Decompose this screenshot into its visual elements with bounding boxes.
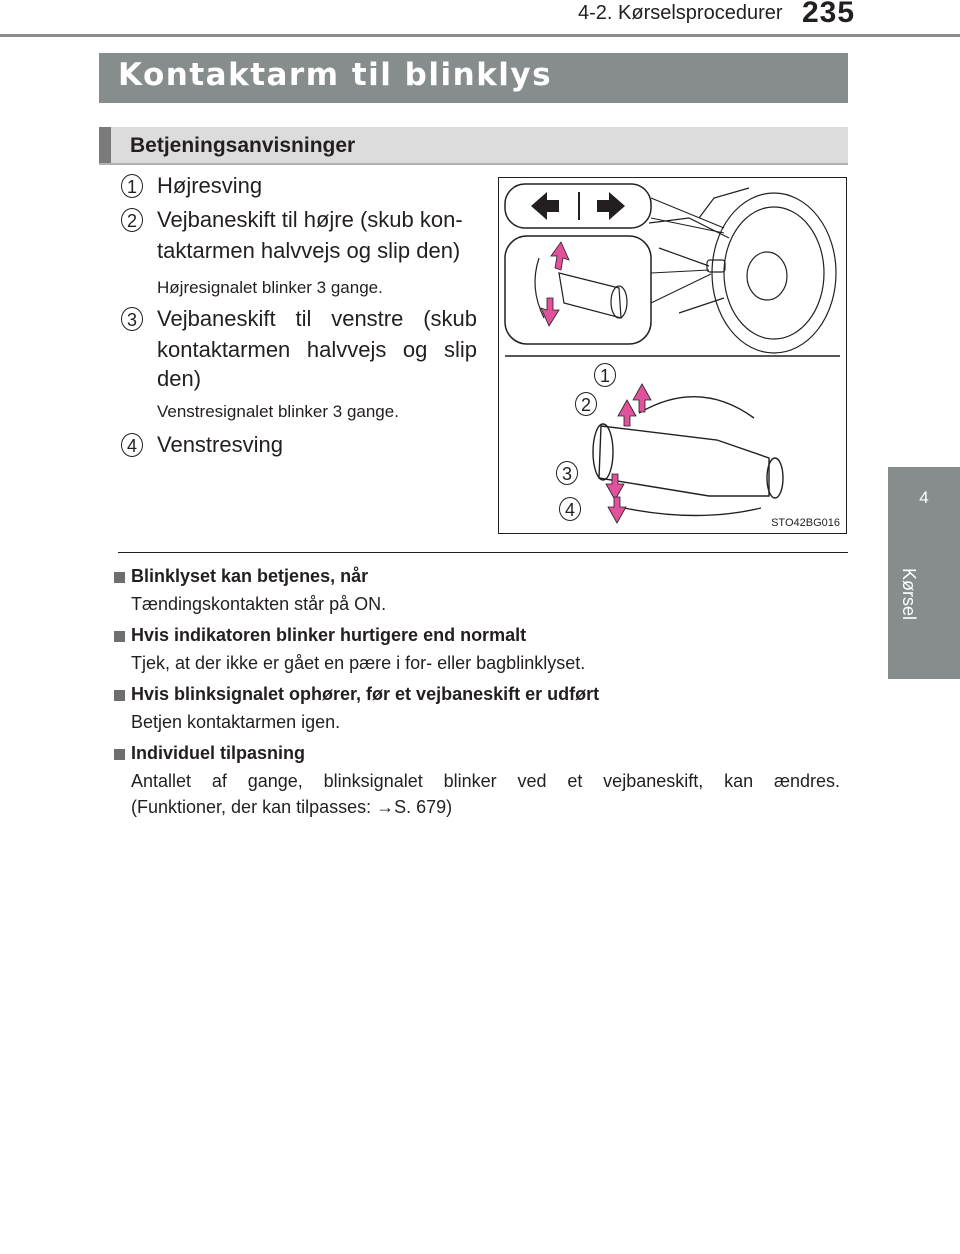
chapter-label: Kørsel [899, 568, 919, 621]
step-4-badge: 4 [121, 433, 143, 457]
turn-left-arrow-icon [608, 497, 626, 523]
step-2-note: Højresignalet blinker 3 gange. [157, 278, 383, 297]
bullet-square [114, 572, 125, 583]
callout-4: 4 [559, 497, 581, 521]
bullet-square [114, 631, 125, 642]
step-1-line-1: Højresving [157, 173, 263, 198]
section-4-body-line-2: (Funktioner, der kan tilpasses: →S. 679) [131, 797, 453, 817]
bullet-square [114, 690, 125, 701]
step-3-line-2: kontaktarmen halvvejs og slip [157, 337, 477, 362]
subtitle: Betjeningsanvisninger [130, 134, 356, 157]
section-divider [118, 552, 848, 553]
section-header: 4-2. Kørselsprocedurer [578, 2, 783, 24]
step-3-note: Venstresignalet blinker 3 gange. [157, 402, 399, 421]
header-rule [0, 34, 960, 37]
lane-left-arrow-icon [606, 474, 624, 500]
page-title: Kontaktarm til blinklys [118, 57, 553, 93]
section-3-body: Betjen kontaktarmen igen. [131, 712, 341, 732]
callout-2: 2 [575, 392, 597, 416]
callout-3: 3 [556, 461, 578, 485]
section-4-body-line-1: Antallet af gange, blinksignalet blinker ved et vejbaneskift, kan ændres. [131, 771, 840, 791]
step-3-line-1: Vejbaneskift til venstre (skub [157, 306, 477, 331]
step-2-line-1: Vejbaneskift til højre (skub kon- [157, 207, 463, 232]
page-number: 235 [802, 0, 856, 29]
turn-signal-illustration [498, 177, 847, 534]
section-3-heading: Hvis blinksignalet ophører, før et vejbaneskift er udført [131, 684, 600, 704]
step-2-line-2: taktarmen halvvejs og slip den) [157, 238, 461, 263]
step-4-line-1: Venstresving [157, 432, 283, 457]
figure-code: STO42BG016 [771, 517, 840, 529]
section-1-heading: Blinklyset kan betjenes, når [131, 566, 369, 586]
step-3-badge: 3 [121, 307, 143, 331]
section-2-body: Tjek, at der ikke er gået en pære i for- eller bagblinklyset. [131, 653, 586, 673]
subtitle-rule [99, 163, 848, 165]
section-4-heading: Individuel tilpasning [131, 743, 306, 763]
step-1-badge: 1 [121, 174, 143, 198]
step-2-badge: 2 [121, 208, 143, 232]
subtitle-marker [99, 127, 111, 163]
chapter-number: 4 [919, 488, 929, 507]
step-3-line-3: den) [157, 366, 202, 391]
section-2-heading: Hvis indikatoren blinker hurtigere end normalt [131, 625, 527, 645]
callout-1: 1 [594, 363, 616, 387]
lane-right-arrow-icon [618, 400, 636, 426]
bullet-square [114, 749, 125, 760]
lever-drawing [499, 178, 846, 533]
section-1-body: Tændingskontakten står på ON. [131, 594, 387, 614]
chapter-label-box [898, 568, 938, 658]
